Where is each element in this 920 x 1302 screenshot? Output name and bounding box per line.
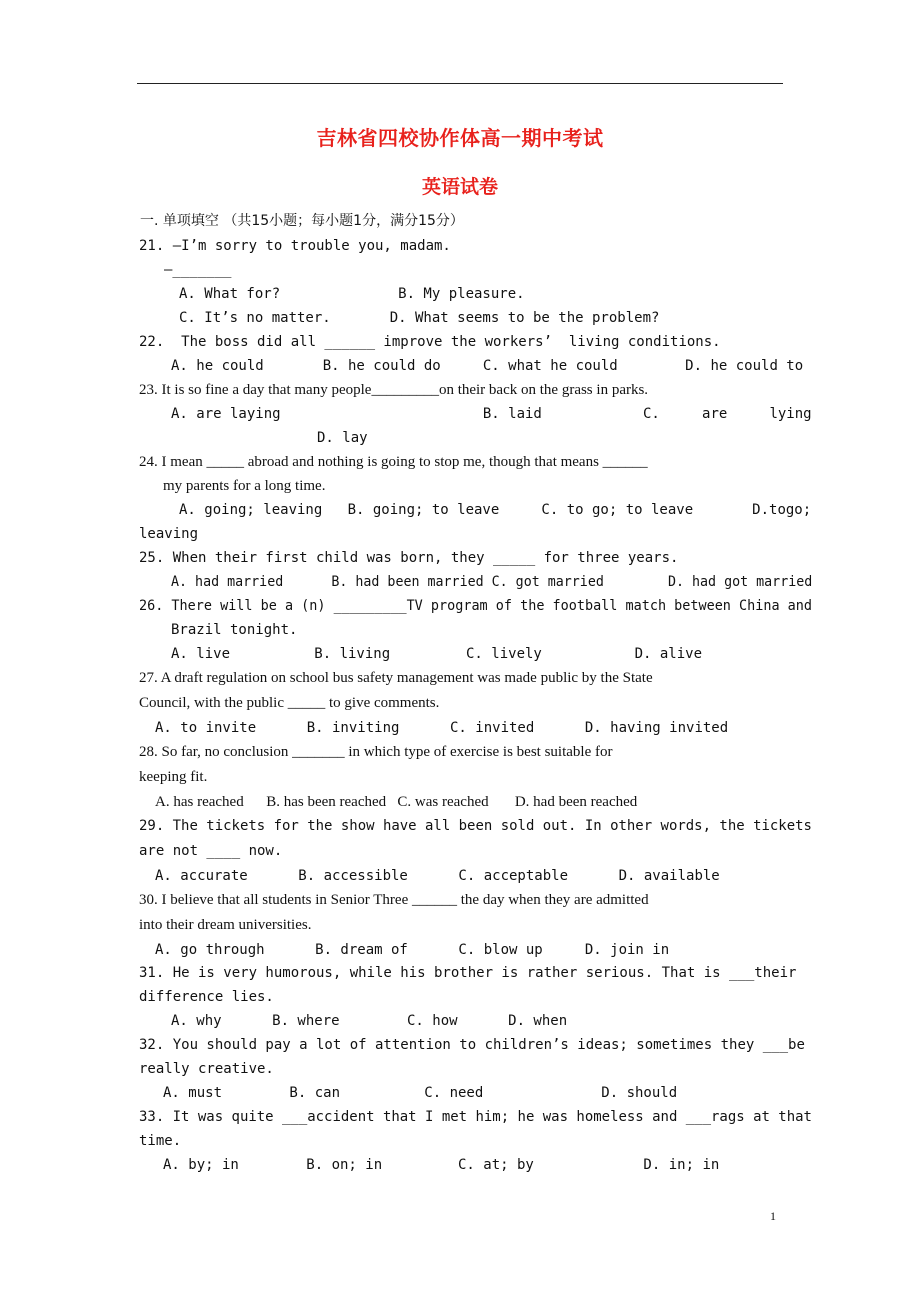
question-29-options: A. accurate B. accessible C. acceptable D. available <box>155 868 720 884</box>
question-32-stem: 32. You should pay a lot of attention to children’s ideas; sometimes they ___be <box>139 1037 805 1053</box>
question-22-stem: 22. The boss did all ______ improve the workers’ living conditions. <box>139 334 721 350</box>
question-30-options: A. go through B. dream of C. blow up D. join in <box>155 942 670 958</box>
question-31-options: A. why B. where C. how D. when <box>171 1013 568 1029</box>
question-30-stem-cont: into their dream universities. <box>139 917 312 933</box>
question-24-options: A. going; leaving B. going; to leave C. to go; to leave D.togo; <box>179 502 812 518</box>
question-21-options-cd: C. It’s no matter. D. What seems to be the problem? <box>179 310 660 326</box>
question-28-stem-cont: keeping fit. <box>139 769 208 785</box>
question-33-options: A. by; in B. on; in C. at; by D. in; in <box>163 1157 720 1173</box>
question-31-stem: 31. He is very humorous, while his brother is rather serious. That is ___their <box>139 965 797 981</box>
question-23-option-d: D. lay <box>317 430 368 446</box>
question-22-options: A. he could B. he could do C. what he could D. he could to <box>171 358 804 374</box>
question-23-stem: 23. It is so fine a day that many people_________on their back on the grass in parks. <box>139 382 649 398</box>
question-33-stem-cont: time. <box>139 1133 182 1149</box>
question-32-stem-cont: really creative. <box>139 1061 274 1077</box>
document-subtitle: 英语试卷 <box>421 176 498 198</box>
question-28-options: A. has reached B. has been reached C. was reached D. had been reached <box>155 794 638 810</box>
question-27-options: A. to invite B. inviting C. invited D. having invited <box>155 720 729 736</box>
question-31-stem-cont: difference lies. <box>139 989 274 1005</box>
question-30-stem: 30. I believe that all students in Senior Three ______ the day when they are admitted <box>139 892 649 908</box>
question-23-options: A. are laying B. laid C. are lying <box>171 406 812 422</box>
question-27-stem-cont: Council, with the public _____ to give comments. <box>139 695 440 711</box>
question-24-stem: 24. I mean _____ abroad and nothing is going to stop me, though that means ______ <box>139 454 648 470</box>
document-title: 吉林省四校协作体高一期中考试 <box>316 126 604 150</box>
question-21-stem: 21. —I’m sorry to trouble you, madam. <box>139 238 451 254</box>
question-21-options-ab: A. What for? B. My pleasure. <box>179 286 525 302</box>
question-21-reply: —_______ <box>164 262 232 278</box>
page-number: 1 <box>770 1209 776 1223</box>
question-25-options: A. had married B. had been married C. got married D. had got married <box>171 574 813 590</box>
question-28-stem: 28. So far, no conclusion _______ in which type of exercise is best suitable for <box>139 744 613 760</box>
question-26-stem: 26. There will be a (n) _________TV program of the football match between China and <box>139 598 813 614</box>
question-27-stem: 27. A draft regulation on school bus safety management was made public by the State <box>139 670 653 686</box>
question-26-options: A. live B. living C. lively D. alive <box>171 646 703 662</box>
question-29-stem-cont: are not ____ now. <box>139 843 283 859</box>
section-heading: 一. 单项填空 （共15小题；每小题1分，满分15分） <box>140 213 464 229</box>
question-29-stem: 29. The tickets for the show have all been sold out. In other words, the tickets <box>139 818 812 834</box>
question-33-stem: 33. It was quite ___accident that I met him; he was homeless and ___rags at that <box>139 1109 812 1125</box>
question-26-stem-cont: Brazil tonight. <box>171 622 298 638</box>
question-32-options: A. must B. can C. need D. should <box>163 1085 678 1101</box>
header-rule <box>137 83 783 84</box>
question-24-stem-cont: my parents for a long time. <box>163 478 326 494</box>
question-24-options-cont: leaving <box>139 526 199 542</box>
question-25-stem: 25. When their first child was born, they _____ for three years. <box>139 550 679 566</box>
